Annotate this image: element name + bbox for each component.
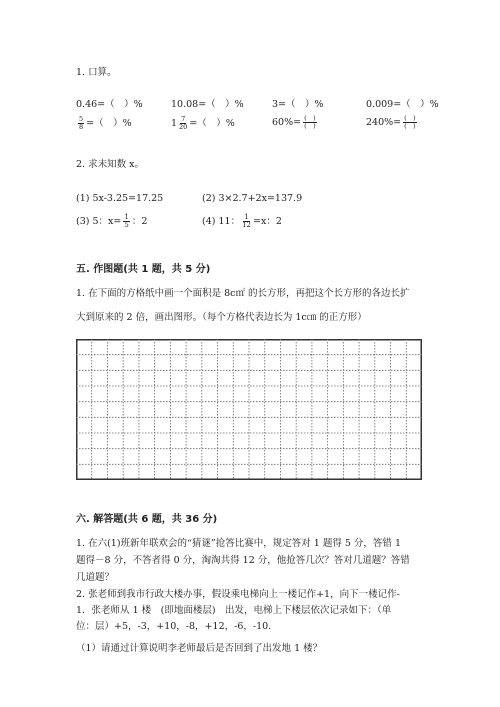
sec5-question-line-2: 大到原来的 2 倍，画出图形。（每个方格代表边长为 1c㎝ 的正方形） <box>76 312 367 323</box>
q1-item-6: 1 $\frac{7}{20}$ =（ ）% <box>171 115 235 131</box>
sec6-p1-line-3: 几道题？ <box>76 572 115 583</box>
sec6-p2-line-3: 位：层）+5，-3，+10，-8，+12，-6，-10. <box>76 621 272 632</box>
q1-item-2: 10.08=（ ）% <box>171 99 244 110</box>
q1-item-4: 0.009=（ ）% <box>366 99 439 110</box>
q2-eq-4: (4) 11： $\frac{1}{12}$ =x：2 <box>202 213 282 229</box>
sec6-p2-line-1: 2. 张老师到我市行政大楼办事，假设乘电梯向上一楼记作+1，向下一楼记作- <box>76 589 400 600</box>
q1-item-5: $\frac{5}{8}$ =（ ）% <box>79 115 132 131</box>
fraction: $\frac{( )}{( )}$ <box>404 114 416 130</box>
q1-item-3: 3=（ ）% <box>272 99 324 110</box>
q2-eq-3: (3) 5：x= $\frac{1}{5}$ ：2 <box>76 213 148 229</box>
sec6-p2-line-2: 1．张老师从 1 楼 (即地面楼层) 出发，电梯上下楼层依次记录如下：（单 <box>76 605 392 616</box>
q1-heading: 1. 口算。 <box>76 67 117 78</box>
q2-heading: 2. 求未知数 x。 <box>76 159 144 170</box>
q1-item-7: 60%= $\frac{( )}{( )}$ <box>272 114 316 130</box>
sec6-p1-line-1: 1. 在六(1)班新年联欢会的“猜谜”抢答比赛中，规定答对 1 题得 5 分，答错 1 <box>76 538 401 549</box>
q2-eq-2: (2) 3×2.7+2x=137.9 <box>202 193 303 204</box>
fraction: $\frac{5}{8}$ <box>79 115 84 131</box>
q2-eq-1: (1) 5x-3.25=17.25 <box>76 193 164 204</box>
fraction: $\frac{( )}{( )}$ <box>304 114 316 130</box>
q1-item-1: 0.46=（ ）% <box>76 99 143 110</box>
fraction: $\frac{1}{5}$ <box>124 213 129 229</box>
sec6-p1-line-2: 题得－8 分，不答者得 0 分，淘淘共得 12 分，他抢答几次？答对几道题？答错 <box>76 555 410 566</box>
sec5-question-line-1: 1. 在下面的方格纸中画一个面积是 8c㎡ 的长方形，再把这个长方形的各边长扩 <box>76 288 410 299</box>
sec6-p2-subquestion-1: （1）请通过计算说明李老师最后是否回到了出发地 1 楼？ <box>76 643 323 654</box>
square-grid[interactable] <box>76 339 422 480</box>
fraction: $\frac{7}{20}$ <box>179 115 188 131</box>
fraction: $\frac{1}{12}$ <box>242 213 251 229</box>
section-5-title: 五. 作图题(共 1 题，共 5 分) <box>76 264 211 275</box>
q1-item-8: 240%= $\frac{( )}{( )}$ <box>366 114 416 130</box>
section-6-title: 六. 解答题(共 6 题，共 36 分) <box>76 514 218 525</box>
